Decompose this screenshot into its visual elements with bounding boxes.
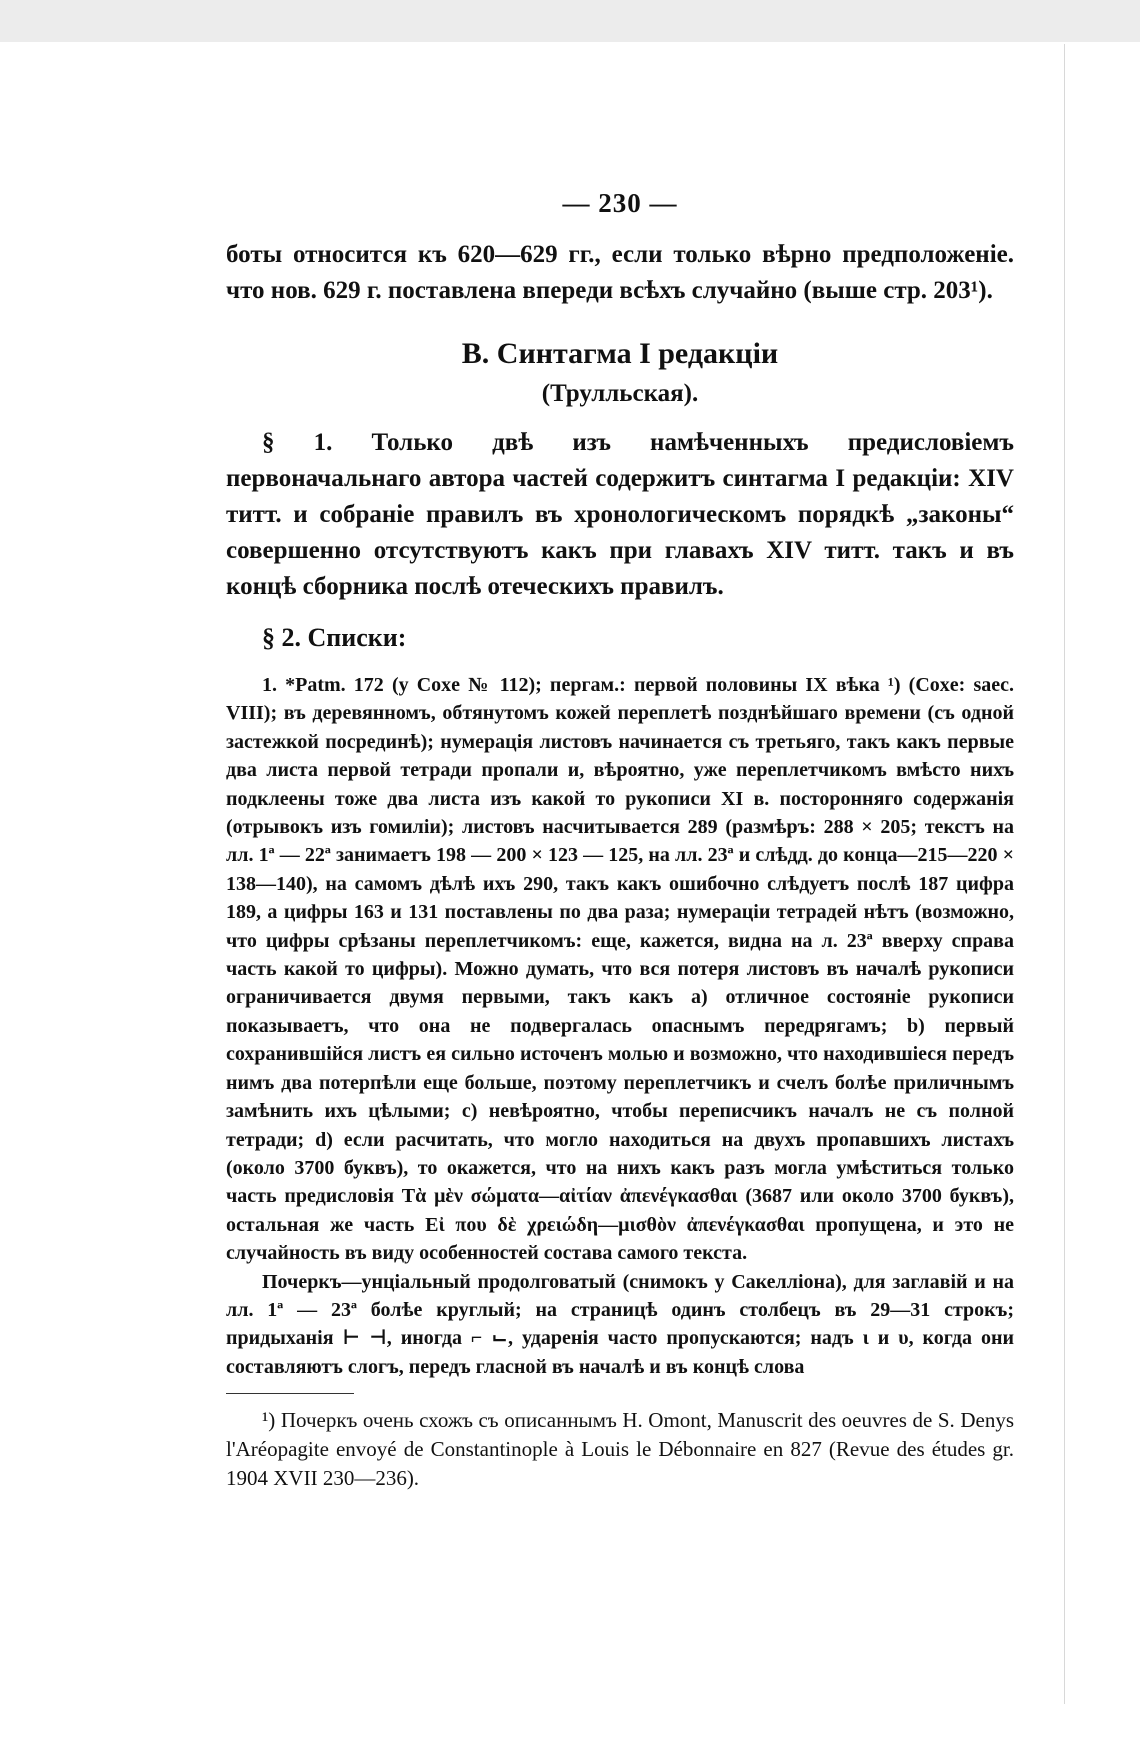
section-title: B. Синтагма I редакціи	[461, 337, 779, 370]
handwriting-description: Почеркъ—унціальный продолговатый (снимокъ у Сакелліона), для заглавій и на лл. 1ª — 23ª болѣе круглый; на страницѣ одинъ столбецъ въ 29—31 строкъ; придыханія ⊢ ⊣, иногда ⌐ ⌙, ударенія часто пропускаются; надъ ι и υ, когда они составляютъ слогъ, передъ гласной въ началѣ и въ концѣ слова	[226, 1270, 1014, 1378]
footnote-divider	[226, 1393, 354, 1394]
scan-top-edge	[0, 0, 1140, 42]
document-page	[226, 188, 1014, 1493]
footnote: ¹) Почеркъ очень схожъ съ описаннымъ H. Omont, Manuscrit des oeuvres de S. Denys l'Aréopagite envoyé de Constantinople à Louis le Débonnaire en 827 (Revue des études gr. 1904 XVII 230—236).	[226, 1408, 1014, 1491]
paragraph-section-1: § 1. Только двѣ изъ намѣченныхъ предисловіемъ первоначальнаго автора частей содержитъ синтагма I редакціи: XIV титт. и собраніе правилъ въ хронологическомъ порядкѣ „законы“ совершенно отсутствуютъ какъ при главахъ XIV титт. такъ и въ концѣ сборника послѣ отеческихъ правилъ.	[226, 429, 1014, 600]
subsection-heading-lists: § 2. Списки:	[262, 623, 407, 652]
page-number: — 230 —	[562, 188, 678, 218]
intro-paragraph: боты относится къ 620—629 гг., если только вѣрно предположеніе. что нов. 629 г. поставлена впереди всѣхъ случайно (выше стр. 203¹).	[226, 241, 1014, 304]
scan-right-edge	[1064, 44, 1065, 1704]
section-subtitle: (Трулльская).	[541, 380, 699, 407]
manuscript-description: 1. *Patm. 172 (у Coxe № 112); пергам.: первой половины IX вѣка ¹) (Coxe: saec. VIII); въ деревянномъ, обтянутомъ кожей переплетѣ позднѣйшаго времени (съ одной застежкой посрединѣ); нумерація листовъ начинается съ третьяго, такъ какъ первые два листа первой тетради пропали и, вѣроятно, уже переплетчикомъ вмѣсто нихъ подклеены тоже два листа изъ какой то рукописи XI в. посторонняго содержанія (отрывокъ изъ гомиліи); листовъ насчитывается 289 (размѣръ: 288 × 205; текстъ на лл. 1ª — 22ª занимаетъ 198 — 200 × 123 — 125, на лл. 23ª и слѣдд. до конца—215—220 × 138—140), на самомъ дѣлѣ ихъ 290, такъ какъ ошибочно слѣдуетъ послѣ 187 цифра 189, а цифры 163 и 131 поставлены по два раза; нумераціи тетрадей нѣтъ (возможно, что цифры срѣзаны переплетчикомъ: еще, кажется, видна на л. 23ª вверху справа часть какой то цифры). Можно думать, что вся потеря листовъ въ началѣ рукописи ограничивается двумя первыми, такъ какъ а) отличное состояніе рукописи показываетъ, что она не подвергалась опаснымъ передрягамъ; b) первый сохранившійся листъ ея сильно источенъ молью и возможно, что находившіеся передъ нимъ два потерпѣли еще больше, поэтому переплетчикъ и счелъ болѣе приличнымъ замѣнить ихъ цѣлыми; c) невѣроятно, чтобы переписчикъ началъ не съ полной тетради; d) если расчитать, что могло находиться на двухъ пропавшихъ листахъ (около 3700 буквъ), то окажется, что на нихъ какъ разъ могла умѣститься только часть предисловія Τὰ μὲν σώματα—αἰτίαν ἀπενέγκασθαι (3687 или около 3700 буквъ), остальная же часть Εἰ που δὲ χρειώδη—μισθὸν ἀπενέγκασθαι пропущена, и это не случайность въ виду особенностей состава самого текста.	[226, 674, 1014, 1265]
